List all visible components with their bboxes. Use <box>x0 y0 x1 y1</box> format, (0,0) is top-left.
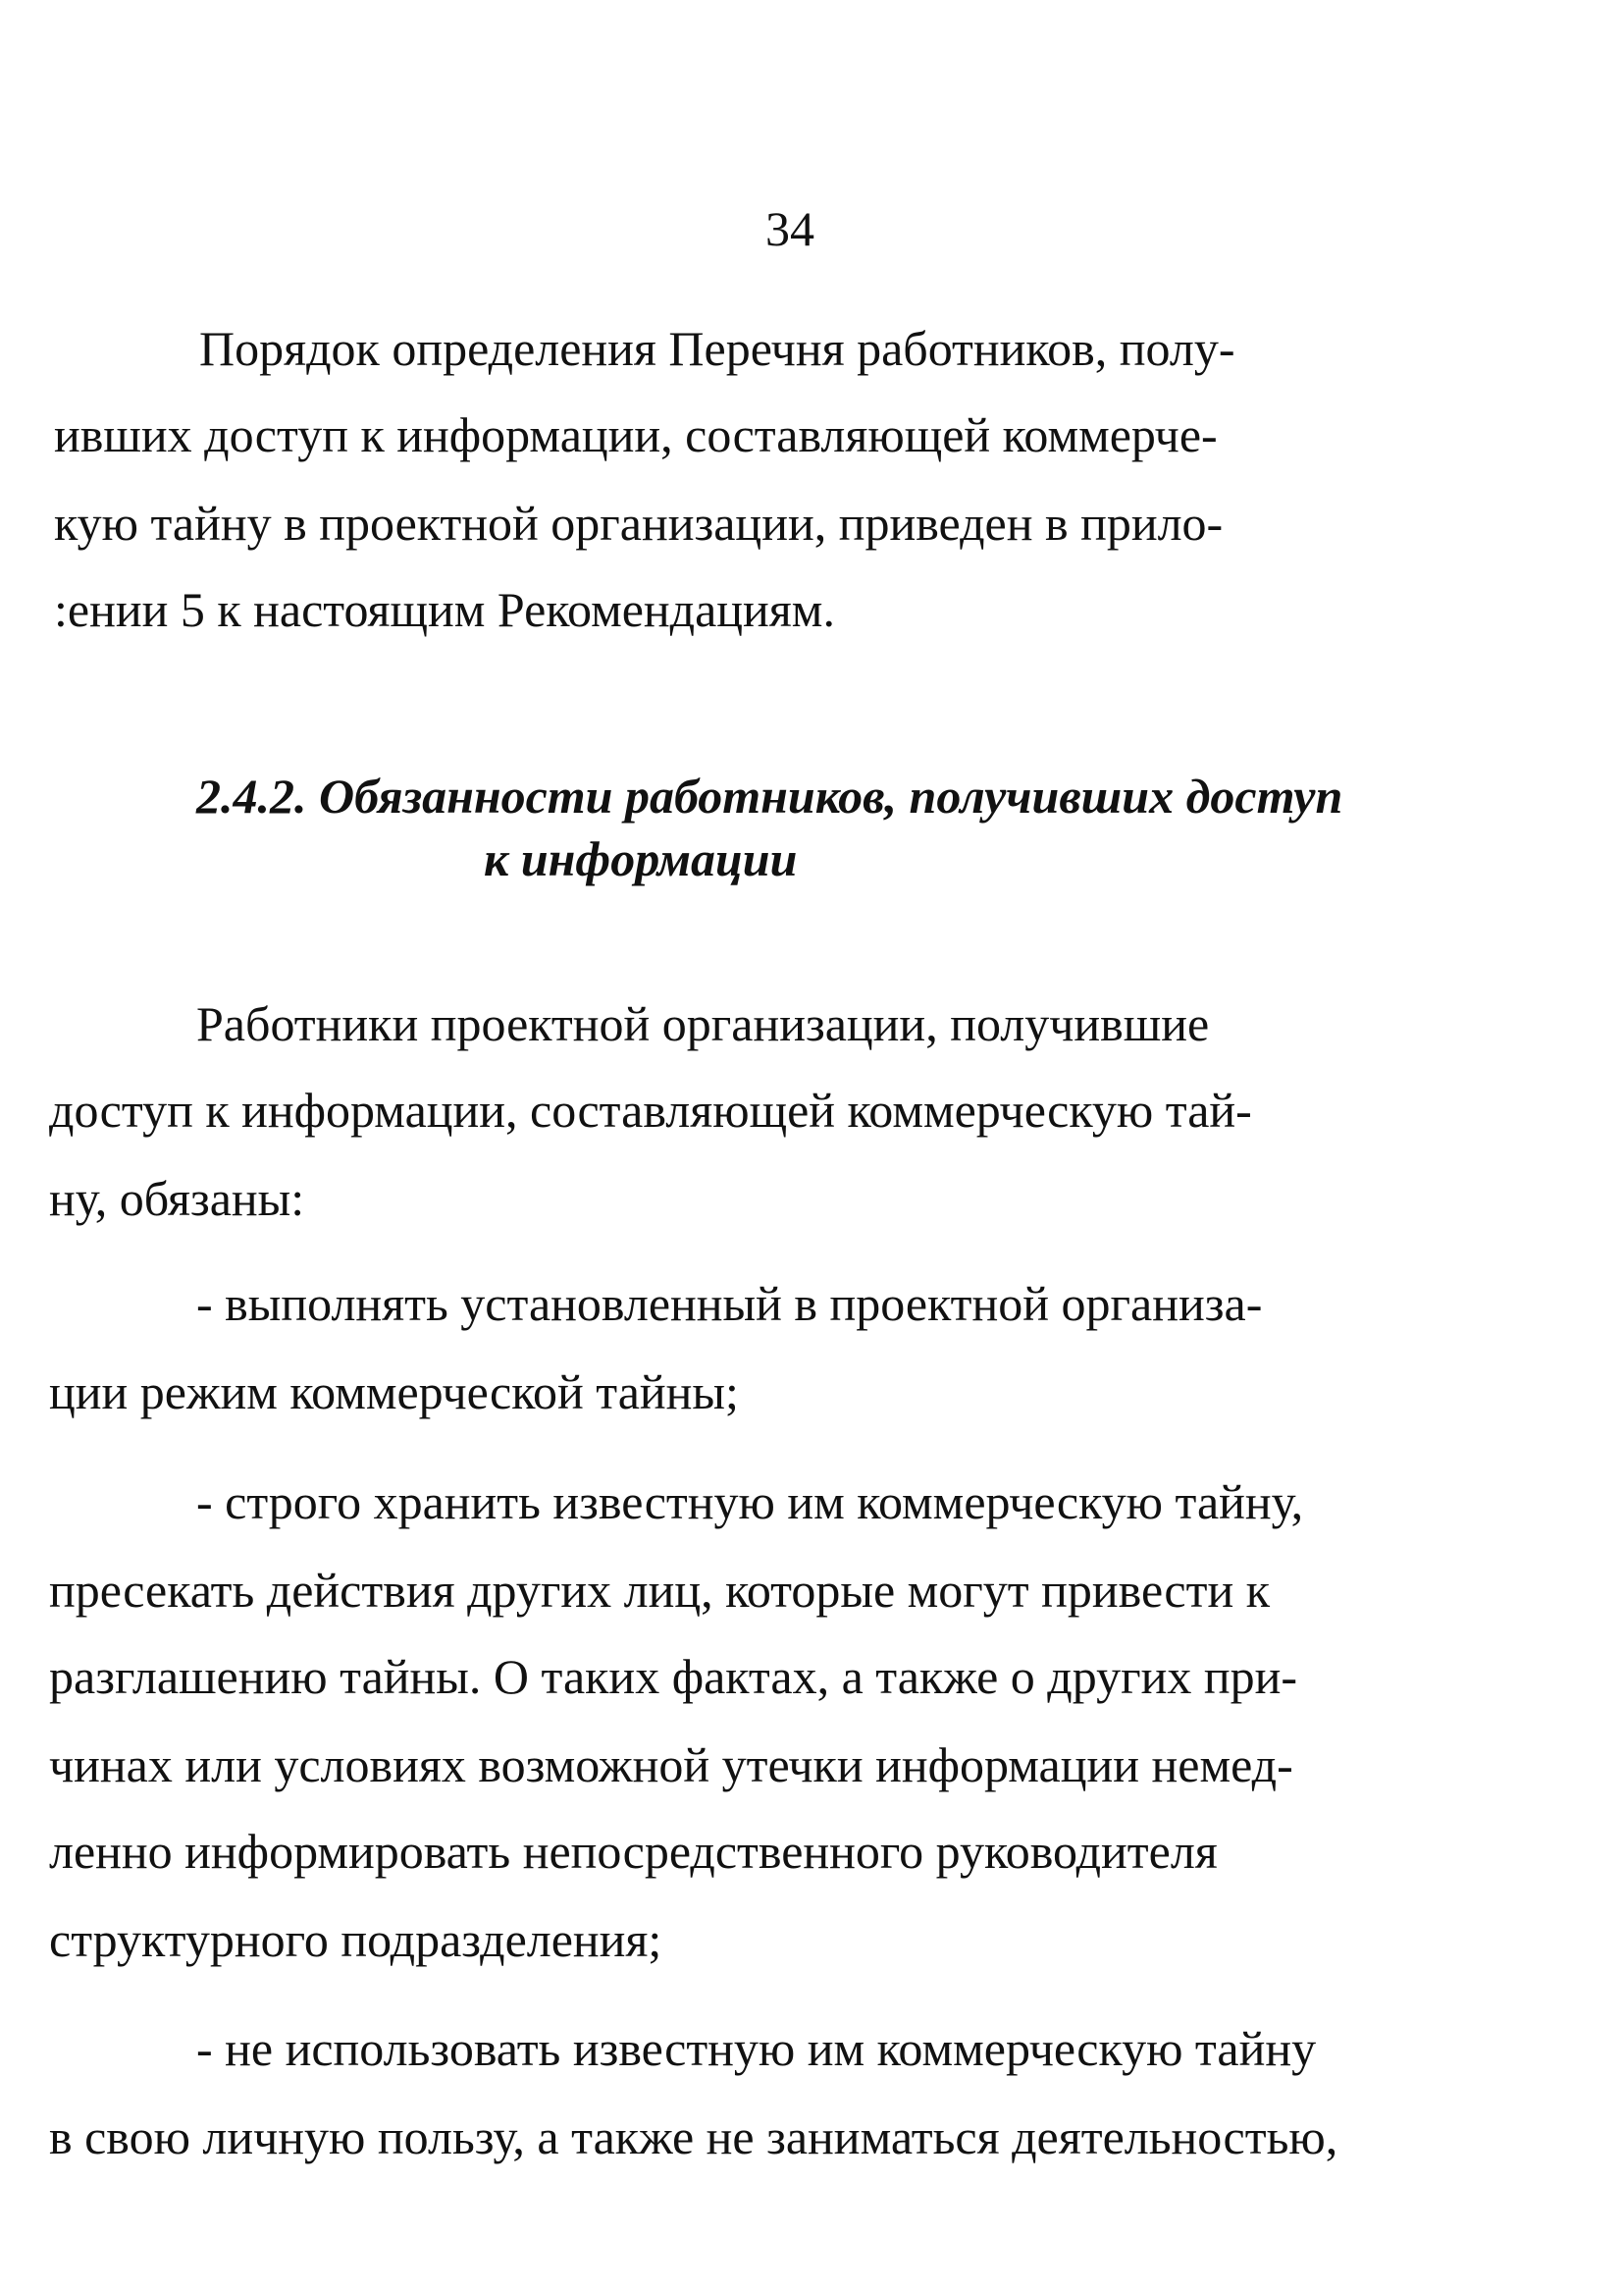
list-item-line: чинах или условиях возможной утечки информации немед- <box>49 1737 1293 1792</box>
paragraph-1-line: кую тайну в проектной организации, приведен в прило- <box>54 496 1224 551</box>
section-heading-line-2: к информации <box>484 831 798 886</box>
paragraph-1-line: :ении 5 к настоящим Рекомендациям. <box>54 582 835 637</box>
list-item-line: разглашению тайны. О таких фактах, а также о других при- <box>49 1649 1297 1704</box>
paragraph-2-line: ну, обязаны: <box>49 1171 305 1226</box>
list-item-line: - не использовать известную им коммерческую тайну <box>196 2021 1317 2076</box>
list-item-line: - выполнять установленный в проектной организа- <box>196 1276 1263 1331</box>
list-item-line: ленно информировать непосредственного руководителя <box>49 1824 1218 1879</box>
paragraph-2-line: Работники проектной организации, получившие <box>196 996 1210 1051</box>
page-number: 34 <box>765 201 814 256</box>
list-item-line: пресекать действия других лиц, которые могут привести к <box>49 1563 1271 1618</box>
list-item-line: ции режим коммерческой тайны; <box>49 1364 739 1419</box>
list-item-line: - строго хранить известную им коммерческую тайну, <box>196 1474 1304 1529</box>
paragraph-1-line: ивших доступ к информации, составляющей коммерче- <box>54 407 1218 462</box>
paragraph-2-line: доступ к информации, составляющей коммерческую тай- <box>49 1083 1252 1138</box>
list-item-line: структурного подразделения; <box>49 1912 662 1967</box>
section-heading-line-1: 2.4.2. Обязанности работников, получивших доступ <box>196 769 1343 824</box>
list-item-line: в свою личную пользу, а также не заниматься деятельностью, <box>49 2109 1338 2164</box>
paragraph-1-line: Порядок определения Перечня работников, полу- <box>199 321 1235 376</box>
